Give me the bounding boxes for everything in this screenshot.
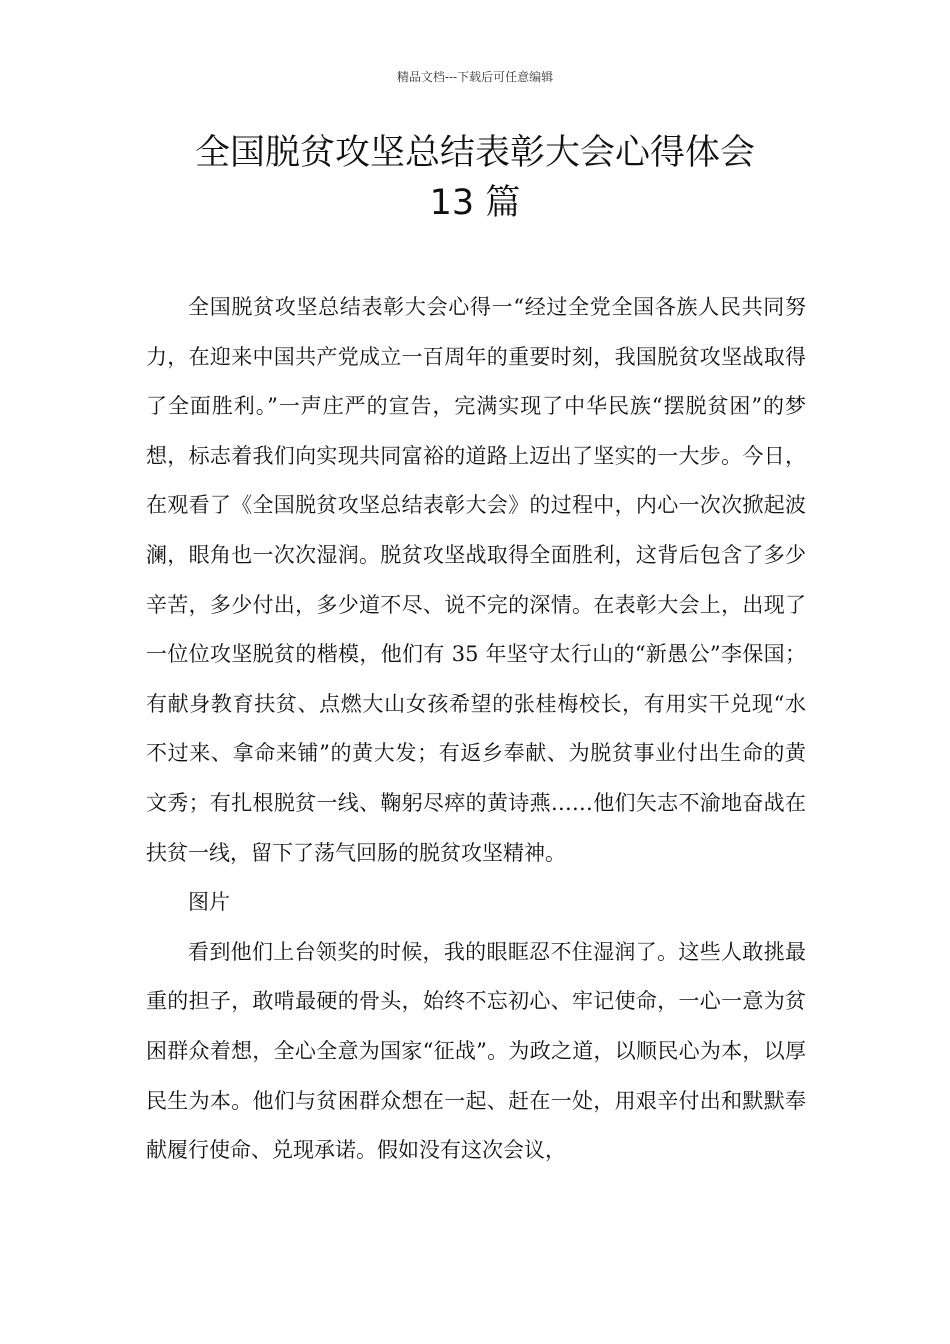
- paragraph-2: 看到他们上台领奖的时候，我的眼眶忍不住湿润了。这些人敢挑最重的担子，敢啃最硬的骨头，始终不忘初心、牢记使命，一心一意为贫困群众着想，全心全意为国家“征战”。为政之道，以顺民心为本，以厚民生为本。他们与贫困群众想在一起、赶在一处，用艰辛付出和默默奉献履行使命、兑现承诺。假如没有这次会议，: [146, 939, 806, 1163]
- paragraph-1: 全国脱贫攻坚总结表彰大会心得一“经过全党全国各族人民共同努力，在迎来中国共产党成立一百周年的重要时刻，我国脱贫攻坚战取得了全面胜利。”一声庄严的宣告，完满实现了中华民族“摆脱贫困”的梦想，标志着我们向实现共同富裕的道路上迈出了坚实的一大步。今日，在观看了《全国脱贫攻坚总结表彰大会》的过程中，内心一次次掀起波澜，眼角也一次次湿润。脱贫攻坚战取得全面胜利，这背后包含了多少辛苦，多少付出，多少道不尽、说不完的深情。在表彰大会上，出现了一位位攻坚脱贫的楷模，他们有 35 年坚守太行山的“新愚公”李保国；有献身教育扶贫、点燃大山女孩希望的张桂梅校长，有用实干兑现“水不过来、拿命来铺”的黄大发；有返乡奉献、为脱贫事业付出生命的黄文秀；有扎根脱贫一线、鞠躬尽瘁的黄诗燕……他们矢志不渝地奋战在扶贫一线，留下了荡气回肠的脱贫攻坚精神。: [146, 295, 806, 865]
- document-body: [146, 283, 806, 1176]
- paragraph-image-caption: 图片: [188, 890, 230, 915]
- header-note: 精品文档---下载后可任意编辑: [396, 70, 554, 84]
- document-title: [120, 128, 830, 228]
- title-line-2: 13 篇: [429, 183, 521, 223]
- title-line-1: 全国脱贫攻坚总结表彰大会心得体会: [194, 133, 755, 173]
